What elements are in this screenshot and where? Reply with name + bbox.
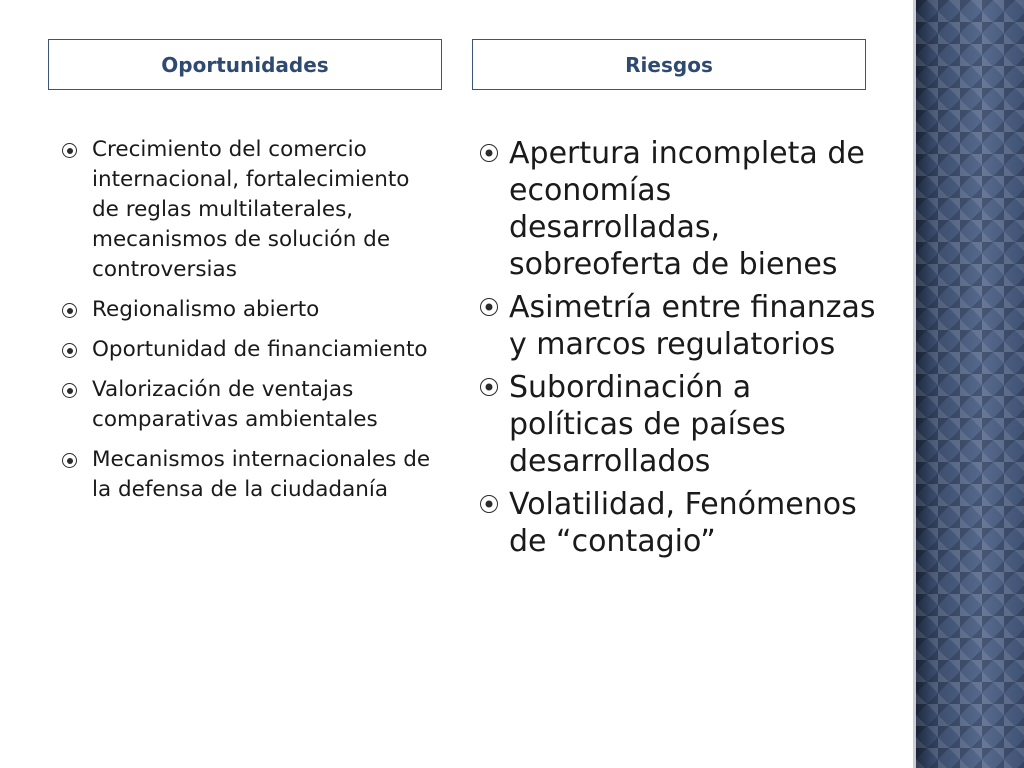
list-item-text: Asimetría entre finanzas y marcos regulatorios xyxy=(509,290,876,362)
list-item xyxy=(480,289,880,363)
header-oportunidades xyxy=(48,39,442,90)
circled-dot-bullet-icon xyxy=(480,495,498,513)
circled-dot-bullet-icon xyxy=(62,453,77,468)
circled-dot-bullet-icon xyxy=(62,383,77,398)
list-item-text: Crecimiento del comercio internacional, fortalecimiento de reglas multilaterales, mecanismos de solución de controversias xyxy=(92,137,410,282)
circled-dot-bullet-icon xyxy=(62,303,77,318)
list-item xyxy=(62,445,442,505)
circled-dot-bullet-icon xyxy=(62,143,77,158)
list-item xyxy=(480,486,880,560)
header-riesgos xyxy=(472,39,866,90)
list-item xyxy=(480,369,880,480)
list-item xyxy=(62,135,442,285)
header-riesgos-label: Riesgos xyxy=(625,52,713,77)
list-item xyxy=(480,135,880,283)
list-item-text: Mecanismos internacionales de la defensa de la ciudadanía xyxy=(92,447,431,502)
list-item-text: Valorización de ventajas comparativas ambientales xyxy=(92,377,378,432)
header-oportunidades-label: Oportunidades xyxy=(161,52,329,77)
list-item-text: Volatilidad, Fenómenos de “contagio” xyxy=(509,487,857,559)
list-item-text: Oportunidad de financiamiento xyxy=(92,337,428,362)
list-item-text: Subordinación a políticas de países desarrollados xyxy=(509,370,786,479)
circled-dot-bullet-icon xyxy=(480,298,498,316)
list-item xyxy=(62,295,442,325)
list-item-text: Regionalismo abierto xyxy=(92,297,320,322)
riesgos-list xyxy=(480,135,880,566)
circled-dot-bullet-icon xyxy=(62,343,77,358)
list-item-text: Apertura incompleta de economías desarrolladas, sobreoferta de bienes xyxy=(509,136,865,282)
circled-dot-bullet-icon xyxy=(480,378,498,396)
circled-dot-bullet-icon xyxy=(480,144,498,162)
oportunidades-list xyxy=(62,135,442,515)
list-item xyxy=(62,335,442,365)
decorative-side-band xyxy=(913,0,1024,768)
list-item xyxy=(62,375,442,435)
